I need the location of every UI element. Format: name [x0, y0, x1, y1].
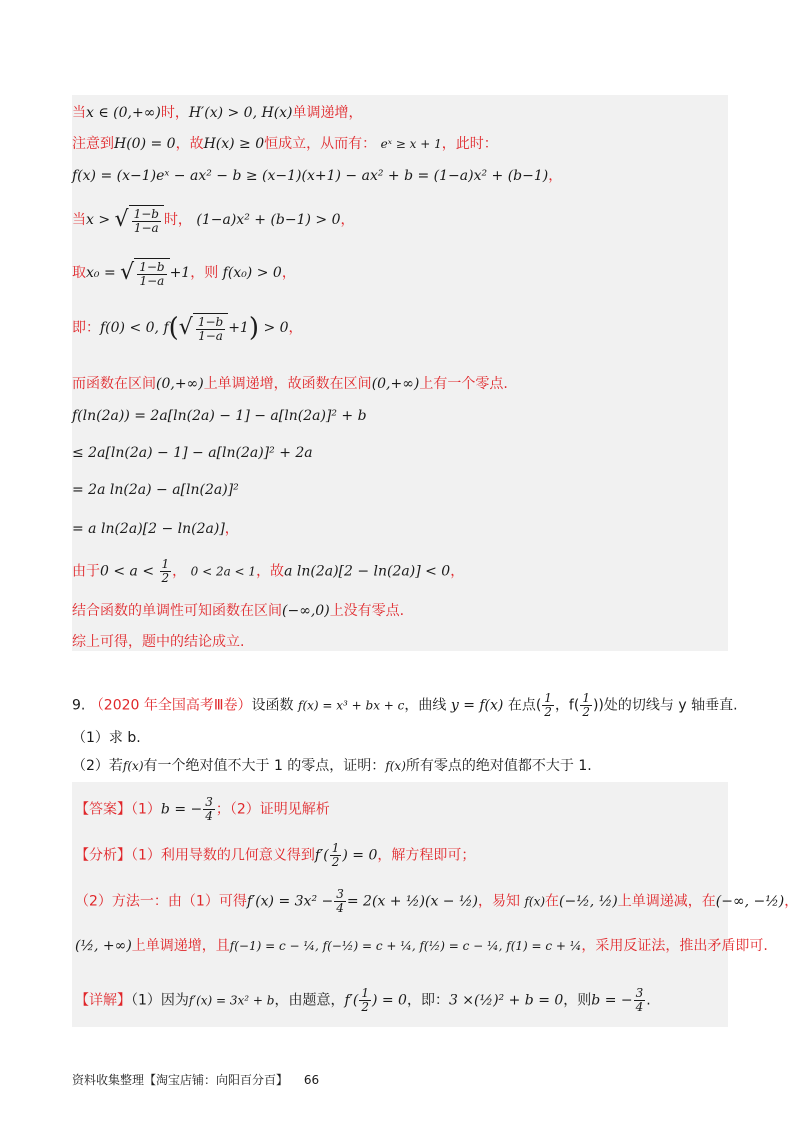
line-14: 综上可得，题中的结论成立. [72, 634, 245, 650]
detail-tag: 【详解】 [75, 992, 131, 1009]
analysis-line-2: （2）方法一：由（1）可得f′(x) = 3x² − $\frac{3}{4}$ = 2(x + ½)(x − ½)，易知 f(x)在(−½, ½)上单调递减，在(−∞, −½)， [75, 887, 799, 915]
analysis-line-3: (½, +∞)上单调递增，且f(−1) = c − ¼, f(−½) = c + ¼, f(½) = c − ¼, f(1) = c + ¼，采用反证法，推出矛盾即可. [75, 938, 768, 954]
line-8: f(ln(2a)) = 2a[ln(2a) − 1] − a[ln(2a)]² + b [72, 408, 367, 424]
sqrt-expression: √ $\frac{1-b}{1-a}$ [179, 313, 228, 343]
footer-text: 资料收集整理【淘宝店铺：向阳百分百】 [72, 1073, 289, 1087]
line-2: 注意到H(0) = 0，故H(x) ≥ 0恒成立，从而有： eˣ ≥ x + 1，此时： [72, 136, 498, 152]
line-3: f(x) = (x−1)eˣ − ax² − b ≥ (x−1)(x+1) − ax² + b = (1−a)x² + (b−1)， [72, 168, 563, 184]
solution-panel-continued [72, 95, 728, 651]
question-9-part-2: （2）若f(x)有一个绝对值不大于 1 的零点，证明：f(x)所有零点的绝对值都不大于 1. [72, 758, 592, 774]
line-4: 当x > √ $\frac{1-b}{1-a}$ 时， (1−a)x² + (b−1) > 0， [72, 207, 355, 235]
sqrt-expression: √ $\frac{1-b}{1-a}$ [120, 258, 169, 288]
sqrt-expression: √ $\frac{1-b}{1-a}$ [115, 205, 164, 235]
line-10: = 2a ln(2a) − a[ln(2a)]² [72, 482, 239, 498]
solution-panel-q9 [72, 782, 799, 1027]
page-footer [72, 1071, 319, 1088]
analysis-line-1: 【分析】（1）利用导数的几何意义得到f′( $\frac{1}{2}$ ) = 0，解方程即可； [75, 841, 476, 869]
question-9-stem: 9. （2020 年全国高考Ⅲ卷）设函数 f(x) = x³ + bx + c，曲线 y = f(x) 在点( $\frac{1}{2}$ ，f( $\frac{1}{2}$ ))处的切线与 y 轴垂直. [72, 691, 738, 719]
question-source: （2020 年全国高考Ⅲ卷） [89, 697, 252, 714]
answer-tag: 【答案】 [75, 801, 131, 818]
page-number: 66 [303, 1073, 320, 1087]
line-5: 取x₀ = √ $\frac{1-b}{1-a}$ +1，则 f(x₀) > 0， [72, 260, 296, 288]
line-6: 即：f(0) < 0, f( √ $\frac{1-b}{1-a}$ +1) > 0， [72, 313, 303, 343]
line-9: ≤ 2a[ln(2a) − 1] − a[ln(2a)]² + 2a [72, 445, 313, 461]
answer-line: 【答案】（1）b = − $\frac{3}{4}$ ；（2）证明见解析 [75, 795, 330, 823]
line-1: 当x ∈ (0,+∞)时，H′(x) > 0, H(x)单调递增， [72, 105, 363, 121]
analysis-tag: 【分析】 [75, 847, 131, 864]
line-13: 结合函数的单调性可知函数在区间(−∞,0)上没有零点. [72, 603, 405, 619]
detail-line-1: 【详解】（1）因为f′(x) = 3x² + b，由题意，f′( $\frac{1}{2}$ ) = 0，即：3 ×(½)² + b = 0，则b = − $\frac{3}{4}$ . [75, 986, 651, 1014]
question-9-part-1: （1）求 b. [72, 730, 141, 746]
line-12: 由于0 < a < $\frac{1}{2}$ ， 0 < 2a < 1，故a ln(2a)[2 − ln(2a)] < 0， [72, 557, 465, 585]
line-7: 而函数在区间(0,+∞)上单调递增，故函数在区间(0,+∞)上有一个零点. [72, 376, 508, 392]
line-11: = a ln(2a)[2 − ln(2a)]， [72, 521, 239, 537]
